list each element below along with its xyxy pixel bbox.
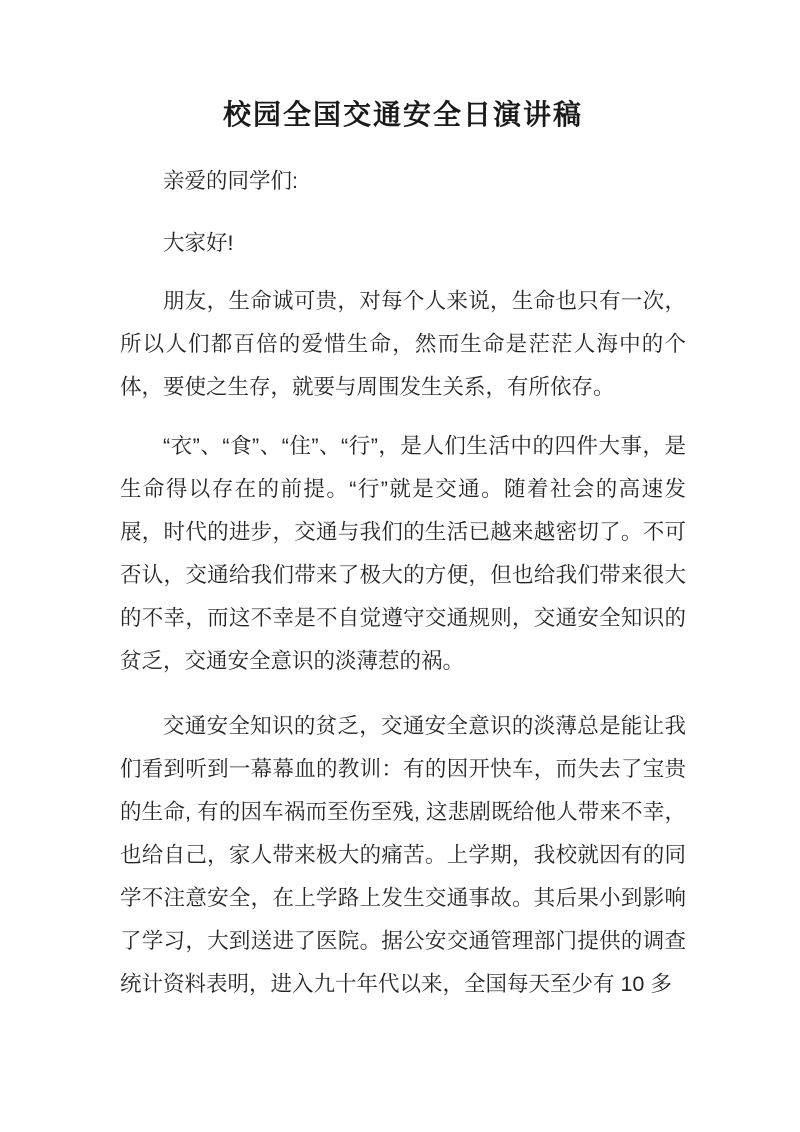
salutation-line: 亲爱的同学们: — [163, 169, 298, 193]
page-title: 校园全国交通安全日演讲稿 — [222, 99, 583, 130]
document-body — [0, 98, 800, 1006]
greeting-line: 大家好! — [163, 231, 234, 255]
paragraph: 朋友，生命诚可贵，对每个人来说，生命也只有一次，所以人们都百倍的爱惜生命，然而生命是茫茫人海中的个体，要使之生存，就要与周围发生关系，有所依存。 — [120, 289, 686, 399]
paragraph: “衣”、“食”、“住”、“行”，是人们生活中的四件大事，是生命得以存在的前提。“行”就是交通。随着社会的高速发展，时代的进步，交通与我们的生活已越来越密切了。不可否认，交通给我们带来了极大的方便，但也给我们带来很大的不幸，而这不幸是不自觉遵守交通规则，交通安全知识的贫乏，交通安全意识的淡薄惹的祸。 — [120, 434, 686, 673]
paragraph: 交通安全知识的贫乏，交通安全意识的淡薄总是能让我们看到听到一幕幕血的教训：有的因开快车，而失去了宝贵的生命, 有的因车祸而至伤至残, 这悲剧既给他人带来不幸，也给自己，家人带来极大的痛苦。上学期，我校就因有的同学不注意安全，在上学路上发生交通事故。其后果小到影响了学习，大到送进了医院。据公安交通管理部门提供的调查统计资料表明，进入九十年代以来，全国每天至少有 10 多 — [120, 714, 686, 996]
